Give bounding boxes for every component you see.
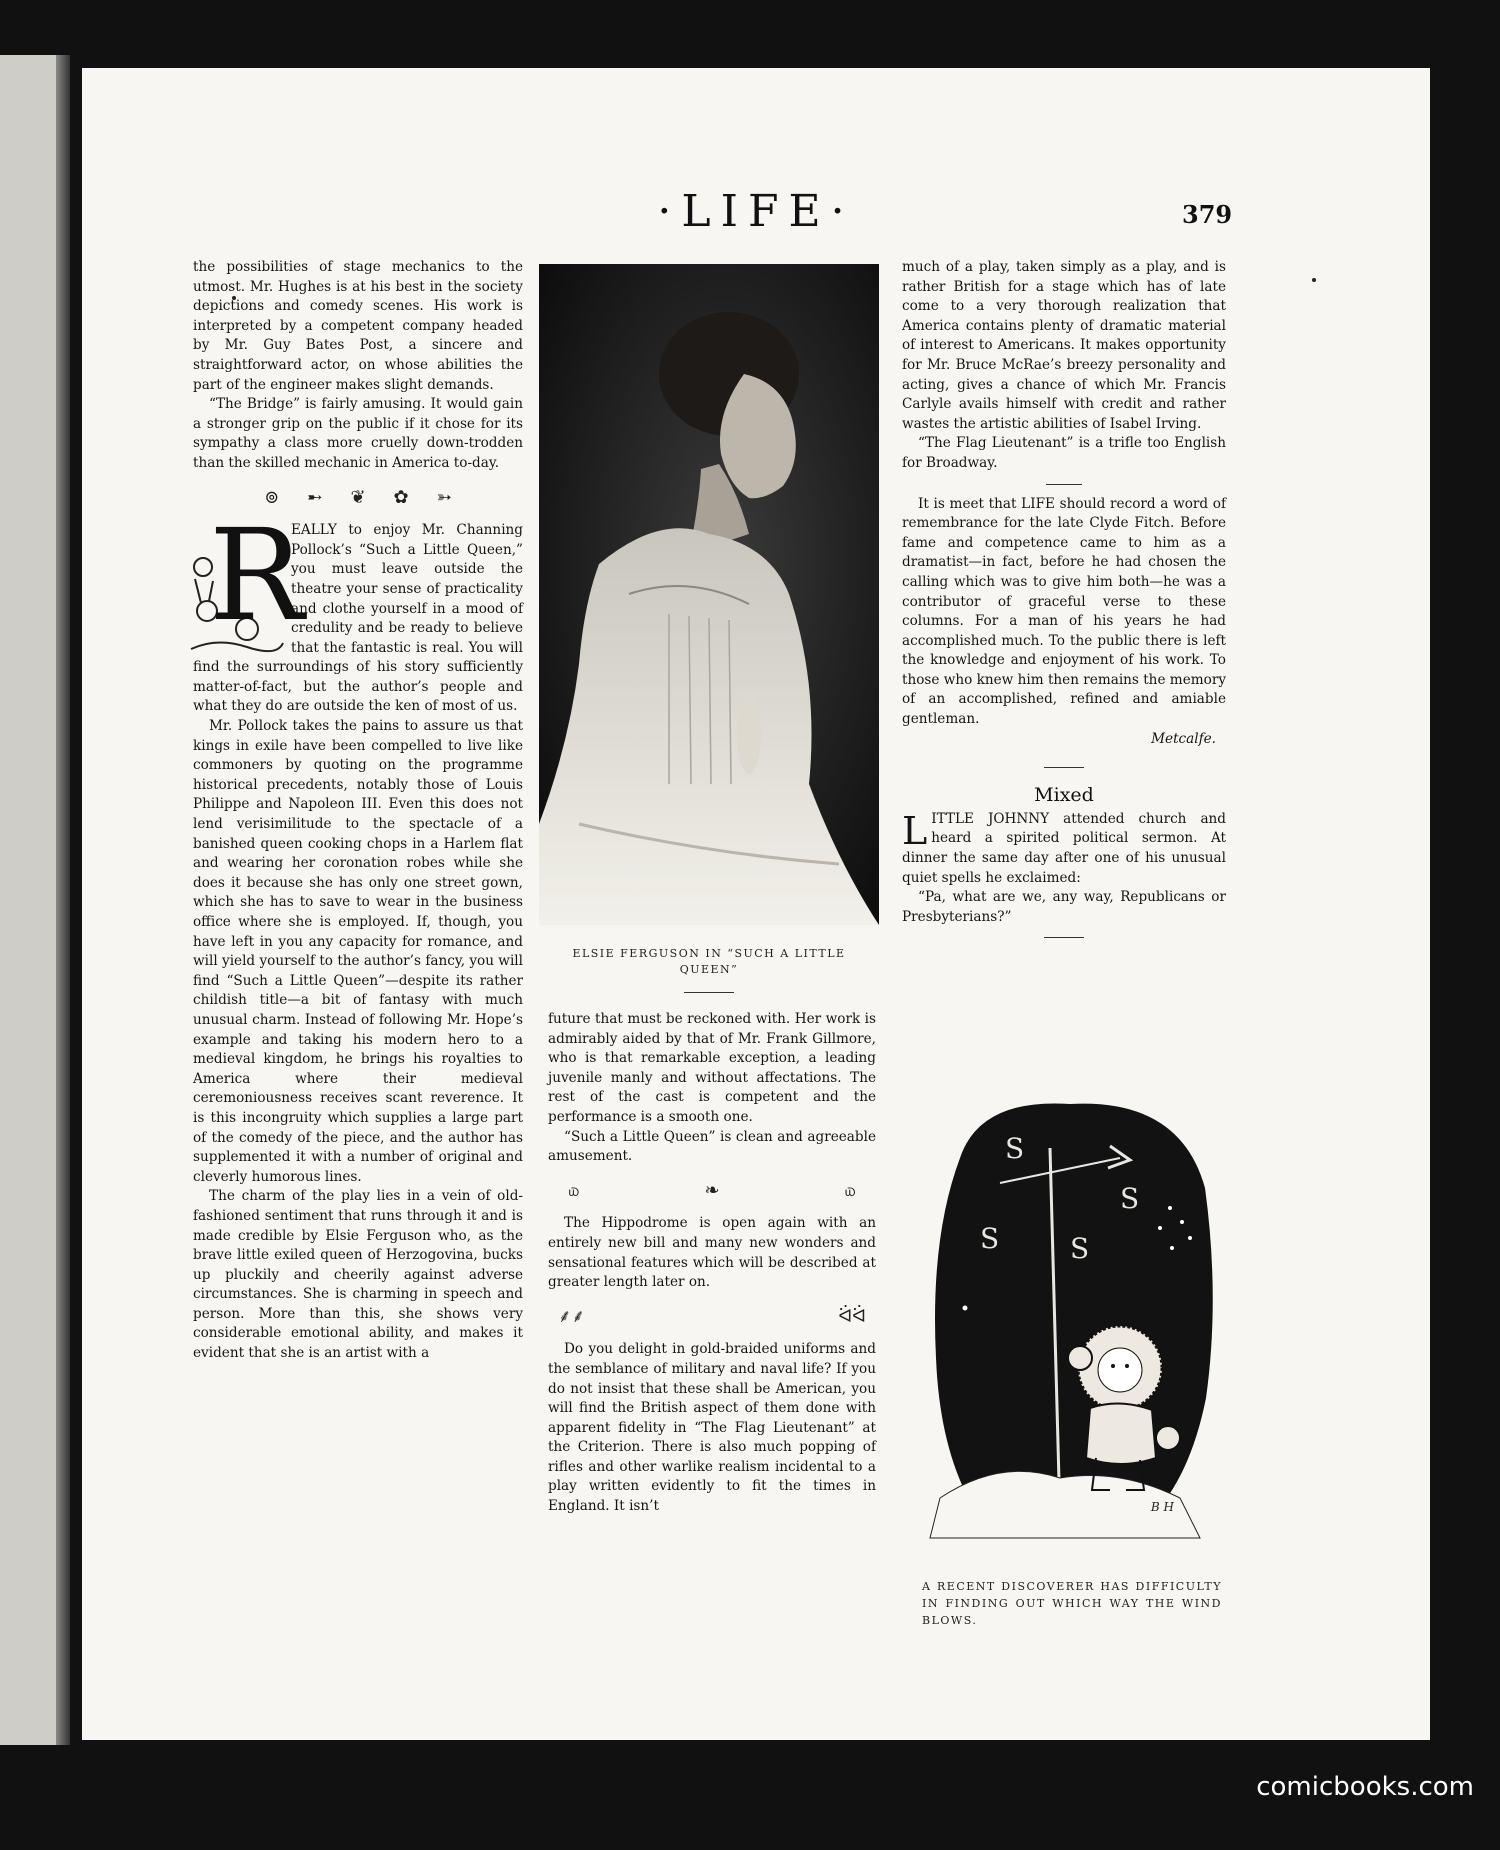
portrait-photograph: [539, 264, 879, 925]
paragraph: Do you delight in gold-braided uniforms and the semblance of military and naval life? If you do not insist that these shall be American, you will find the British aspect of them done with apparent fidelity in “The Flag Lieutenant” at the Criterion. There is also much popping of rifles and other warlike realism incidental to a play written evidently to fit the times in England. It isn’t: [548, 1341, 876, 1515]
divider: [1044, 937, 1084, 938]
photo-caption: [552, 946, 866, 1001]
paragraph: “The Bridge” is fairly amusing. It would gain a stronger grip on the public if it chose for its sympathy a class more cruelly down-trodden than the skilled mechanic in America to-day.: [193, 396, 523, 471]
page-number: 379: [1182, 200, 1233, 229]
section-title: Mixed: [1034, 784, 1094, 807]
paragraph: “Such a Little Queen” is clean and agreeable amusement.: [548, 1128, 876, 1165]
ornament-icon: ➳: [436, 486, 452, 508]
divider: [684, 992, 734, 993]
ornament-icon: ❧: [704, 1179, 720, 1201]
masthead: ·LIFE·: [657, 186, 855, 237]
dropcap-letter: R: [209, 502, 304, 650]
author-signature: Metcalfe.: [1151, 730, 1216, 747]
paragraph: “Pa, what are we, any way, Republicans or Presbyterians?”: [902, 889, 1226, 925]
photo-caption-text: ELSIE FERGUSON IN “SUCH A LITTLE QUEEN”: [572, 947, 846, 976]
dropcap-paragraph: [193, 502, 523, 717]
paragraph: Mr. Pollock takes the pains to assure us that kings in exile have been compelled to live like commoners by quoting on the programme historical precedents, notably those of Louis Philippe and Napoleon III. Even this does not lend verisimilitude to the spectacle of a banished queen cooking chops in a Harlem flat and wearing her coronation robes while she does it because she has only one street gown, which she has to save to wear in the business office where she is employed. If, though, you have left in you any capacity for romance, and will yield yourself to the author’s fancy, you will find “Such a Little Queen”—despite its rather childish title—a bit of fantasy with much unusual charm. Instead of following Mr. Hope’s example and taking his modern hero to a medieval kingdom, he brings his royalties to America where their medieval ceremoniousness receives scant reverence. It is this incongruity which supplies a large part of the comedy of the piece, and the author has supplemented it with a number of original and cleverly humorous lines.: [193, 718, 523, 1185]
svg-text:S: S: [1120, 1182, 1140, 1215]
ornament-icon: ᐛᐛ: [838, 1305, 866, 1327]
initial-letter: L: [902, 808, 928, 853]
paragraph: The Hippodrome is open again with an entirely new bill and many new wonders and sensational features which will be described at greater length later on.: [548, 1215, 876, 1291]
cartoon-illustration: [920, 1098, 1220, 1566]
ornament-icon: ✿: [393, 486, 409, 508]
svg-text:S: S: [980, 1222, 1000, 1255]
ornament-icon: ⊚: [264, 486, 280, 508]
column-2: [548, 1010, 876, 1517]
ornament-icon: ௰: [844, 1179, 856, 1201]
column-1: [193, 258, 523, 1364]
print-speck: [1312, 278, 1316, 282]
decorative-ornament-row: [548, 1181, 876, 1201]
divider: [1046, 484, 1082, 485]
divider: [1044, 767, 1084, 768]
paragraph: “The Flag Lieutenant” is a trifle too English for Broadway.: [902, 435, 1226, 471]
ornament-icon: ➸: [307, 486, 323, 508]
previous-page-edge: [0, 55, 70, 1745]
svg-text:S: S: [1005, 1132, 1025, 1165]
paragraph: ITTLE JOHNNY attended church and heard a spirited political sermon. At dinner the same day after one of his unusual quiet spells he exclaimed:: [902, 810, 1226, 886]
decorative-ornament-row: [548, 1307, 876, 1327]
paragraph: EALLY to enjoy Mr. Channing Pollock’s “Such a Little Queen,” you must leave outside the theatre your sense of practicality and clothe yourself in a mood of credulity and be ready to believe that the fantastic is real. You will find the surroundings of his story sufficiently matter-of-fact, but the author’s people and what they do are outside the ken of most of us.: [193, 522, 523, 715]
svg-text:S: S: [1070, 1232, 1090, 1265]
illustrated-dropcap: [187, 502, 304, 655]
paragraph: future that must be reckoned with. Her work is admirably aided by that of Mr. Frank Gillmore, who is that remarkable exception, a leading juvenile manly and without affectations. The rest of the cast is competent and the performance is a smooth one.: [548, 1011, 876, 1125]
paragraph: much of a play, taken simply as a play, and is rather British for a stage which has of late come to a very thorough realization that America contains plenty of dramatic material of interest to Americans. It makes opportunity for Mr. Bruce McRae’s breezy personality and acting, gives a chance of which Mr. Francis Carlyle avails himself with credit and rather wastes the artistic abilities of Isabel Irving.: [902, 259, 1226, 432]
paragraph: It is meet that LIFE should record a word of remembrance for the late Clyde Fitch. Before fame and competence came to him as a dramatist—in fact, before he had chosen the calling which was to give him both—he was a contributor of graceful verse to these columns. For a man of his years he had accomplished much. To the public there is left the knowledge and enjoyment of his work. To those who knew him then remains the memory of an accomplished, refined and amiable gentleman.: [902, 495, 1226, 728]
mixed-story: [902, 810, 1226, 928]
cartoon-caption: A RECENT DISCOVERER HAS DIFFICULTY IN FINDING OUT WHICH WAY THE WIND BLOWS.: [922, 1580, 1222, 1627]
paragraph: the possibilities of stage mechanics to the utmost. Mr. Hughes is at his best in the society depictions and comedy scenes. His work is interpreted by a competent company headed by Mr. Guy Bates Post, a sincere and straightforward actor, on whose abilities the part of the engineer makes slight demands.: [193, 259, 523, 393]
ornament-icon: ௰: [568, 1179, 580, 1201]
paragraph: The charm of the play lies in a vein of old-fashioned sentiment that runs through it and is made credible by Elsie Ferguson who, as the brave little exiled queen of Herzogovina, bucks up pluckily and cheerily against adverse circumstances. She is charming in speech and person. More than this, she shows very considerable emotional ability, and makes it evident that she is an artist with a: [193, 1188, 523, 1362]
ornament-icon: ❦: [350, 486, 366, 508]
magazine-page: [82, 68, 1430, 1740]
watermark: comicbooks.com: [1256, 1772, 1474, 1802]
column-3: [902, 258, 1226, 948]
artist-signature: B H: [1150, 1500, 1174, 1514]
ornament-icon: ⸙⸙: [558, 1305, 585, 1327]
